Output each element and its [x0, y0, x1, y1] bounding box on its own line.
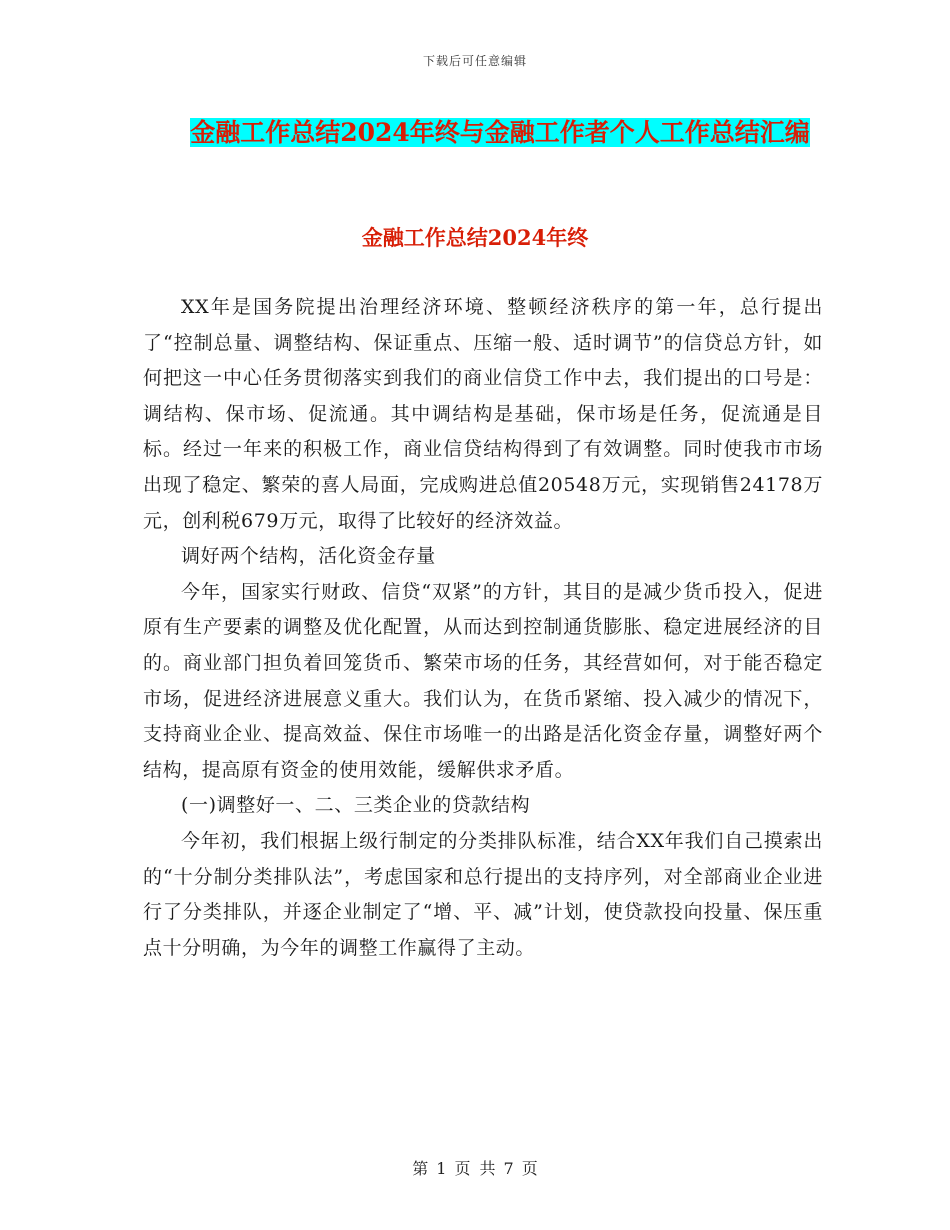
header-note: 下载后可任意编辑	[422, 54, 527, 68]
footer-page-number: 1	[436, 1159, 447, 1178]
footer-total-pages: 7	[503, 1159, 514, 1178]
page-footer	[0, 1156, 950, 1179]
document-title	[140, 110, 860, 156]
document-title-text: 金融工作总结2024年终与金融工作者个人工作总结汇编	[190, 118, 810, 147]
subheading-two-structures: 调好两个结构，活化资金存量	[181, 545, 436, 568]
section-title: 金融工作总结2024年终	[361, 225, 589, 250]
footer-prefix: 第	[412, 1159, 429, 1178]
footer-middle: 页 共	[454, 1159, 496, 1178]
paragraph-policy: 今年，国家实行财政、信贷“双紧”的方针，其目的是减少货币投入，促进原有生产要素的调整及优化配置，从而达到控制通货膨胀、稳定进展经济的目的。商业部门担负着回笼货币、繁荣市场的任务，其经营如何，对于能否稳定市场，促进经济进展意义重大。我们认为，在货币紧缩、投入减少的情况下，支持商业企业、提高效益、保住市场唯一的出路是活化资金存量，调整好两个结构，提高原有资金的使用效能，缓解供求矛盾。	[143, 580, 823, 781]
footer-suffix: 页	[521, 1159, 538, 1178]
document-body	[143, 290, 823, 966]
paragraph-intro: XX年是国务院提出治理经济环境、整顿经济秩序的第一年，总行提出了“控制总量、调整结构、保证重点、压缩一般、适时调节”的信贷总方针，如何把这一中心任务贯彻落实到我们的商业信贷工作中去，我们提出的口号是：调结构、保市场、促流通。其中调结构是基础，保市场是任务，促流通是目标。经过一年来的积极工作，商业信贷结构得到了有效调整。同时使我市市场出现了稳定、繁荣的喜人局面，完成购进总值20548万元，实现销售24178万元，创利税679万元，取得了比较好的经济效益。	[143, 296, 823, 532]
paragraph-classification: 今年初，我们根据上级行制定的分类排队标准，结合XX年我们自己摸索出的“十分制分类排队法”，考虑国家和总行提出的支持序列，对全部商业企业进行了分类排队，并逐企业制定了“增、平、减”计划，使贷款投向投量、保压重点十分明确，为今年的调整工作赢得了主动。	[143, 829, 823, 959]
subheading-loan-structure: (一)调整好一、二、三类企业的贷款结构	[181, 794, 531, 817]
